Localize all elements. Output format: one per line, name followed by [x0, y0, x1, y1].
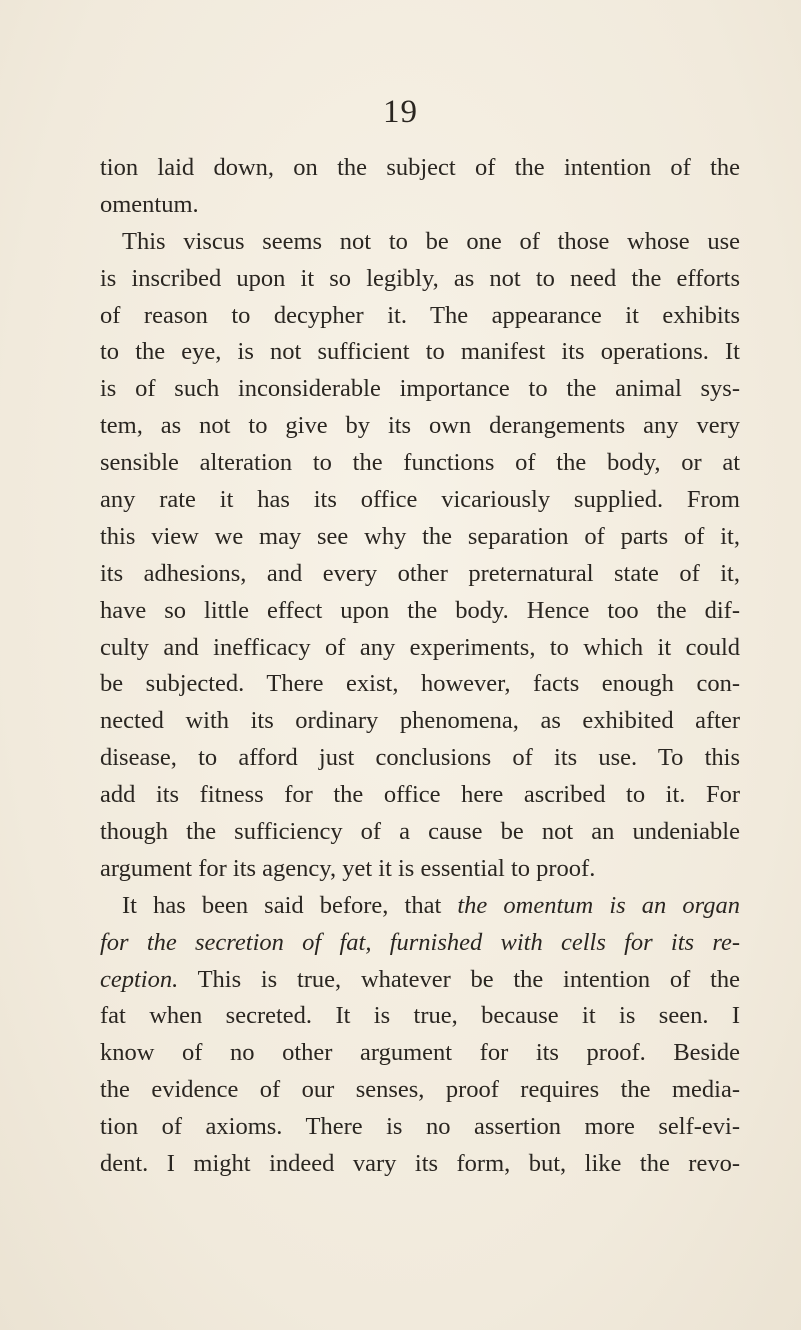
text-line: This viscus seems not to be one of those whose use: [122, 227, 740, 255]
text-line: tion laid down, on the subject of the intention of the: [100, 154, 740, 181]
body-text: [100, 150, 740, 1183]
text-line: add its fitness for the office here ascribed to it. For: [100, 781, 740, 809]
text-line: its adhesions, and every other preternatural state of it,: [100, 559, 740, 587]
text-line: argument for its agency, yet it is essential to proof.: [100, 854, 596, 882]
text-line: dent. I might indeed vary its form, but, like the revo-: [100, 1150, 740, 1178]
italic-segment: the omentum is an organ: [457, 891, 740, 919]
text-line: disease, to afford just conclusions of its use. To this: [100, 744, 740, 772]
text-segment: This is true, whatever be the intention of the: [178, 965, 740, 993]
text-line: this view we may see why the separation of parts of it,: [100, 522, 740, 550]
text-line: [100, 962, 740, 999]
italic-segment: ception.: [100, 965, 179, 993]
text-line: nected with its ordinary phenomena, as exhibited after: [100, 707, 740, 735]
text-line: be subjected. There exist, however, facts enough con-: [100, 670, 740, 698]
text-line: omentum.: [100, 190, 199, 218]
text-line: any rate it has its office vicariously supplied. From: [100, 486, 740, 514]
text-line: though the sufficiency of a cause be not an undeniable: [100, 818, 740, 846]
text-line: fat when secreted. It is true, because it is seen. I: [100, 1002, 740, 1030]
text-line: [100, 925, 740, 962]
text-line: tion of axioms. There is no assertion more self-evi-: [100, 1113, 740, 1141]
text-line: of reason to decypher it. The appearance it exhibits: [100, 301, 740, 329]
page-number: 19: [383, 94, 418, 130]
text-line: tem, as not to give by its own derangements any very: [100, 412, 740, 440]
text-line: culty and inefficacy of any experiments, to which it could: [100, 633, 740, 661]
text-line: to the eye, is not sufficient to manifest its operations. It: [100, 338, 740, 366]
text-segment: It has been said before, that: [122, 891, 458, 919]
text-line: is of such inconsiderable importance to the animal sys-: [100, 375, 740, 403]
text-line: is inscribed upon it so legibly, as not to need the efforts: [100, 264, 740, 292]
text-line: know of no other argument for its proof. Beside: [100, 1039, 740, 1067]
text-line: [100, 888, 740, 925]
text-line: sensible alteration to the functions of the body, or at: [100, 449, 740, 477]
italic-segment: for the secretion of fat, furnished with cells for its re-: [100, 928, 740, 956]
text-line: the evidence of our senses, proof requires the media-: [100, 1076, 740, 1104]
text-line: have so little effect upon the body. Hence too the dif-: [100, 596, 740, 624]
